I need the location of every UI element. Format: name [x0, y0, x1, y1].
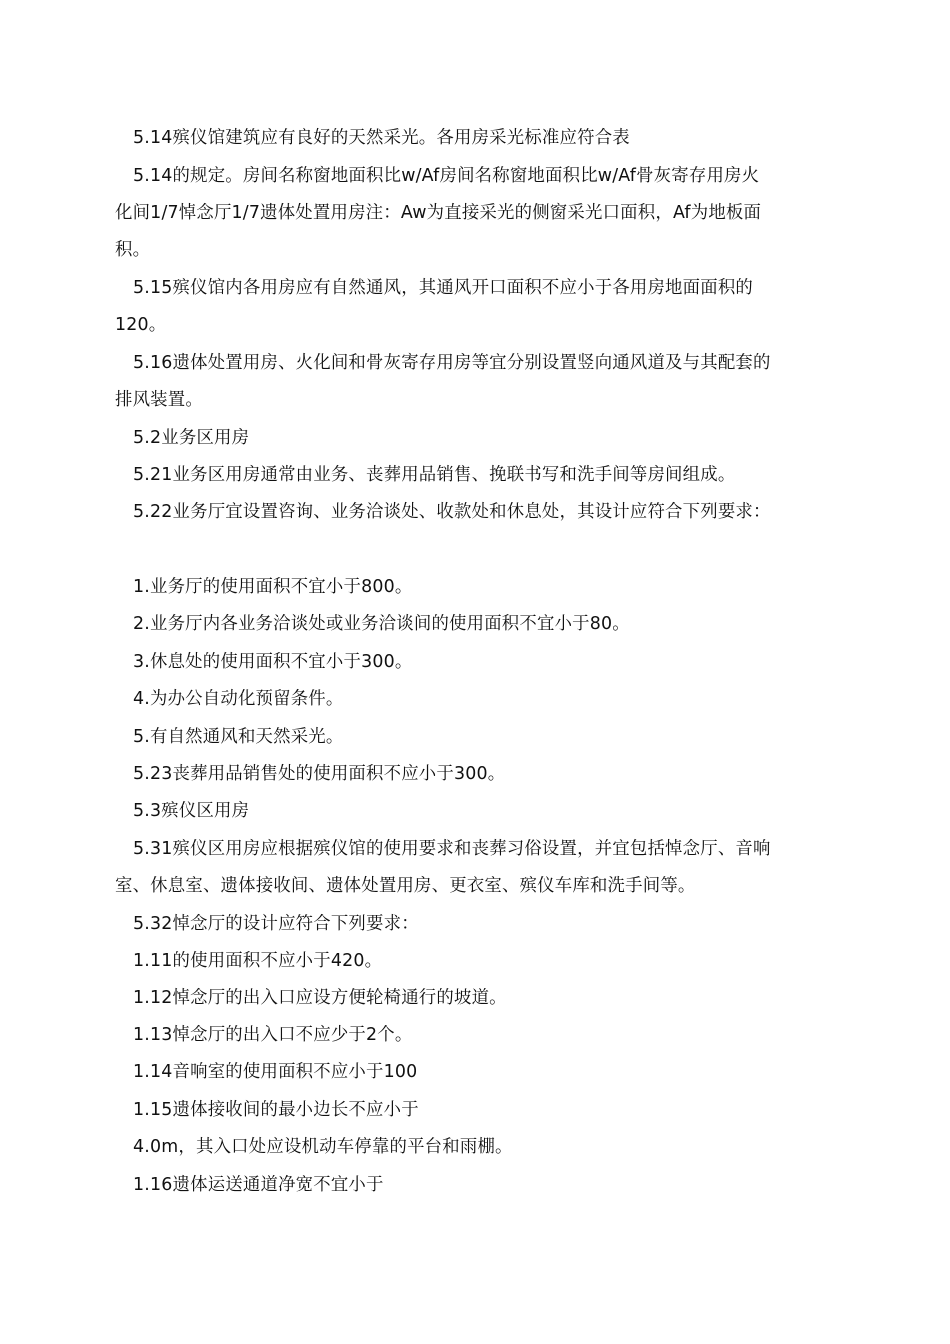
list-item: 1.11的使用面积不应小于420。	[133, 951, 383, 971]
text-line: 化间1/7悼念厅1/7遗体处置用房注：Aw为直接采光的侧窗采光口面积，Af为地板面	[115, 203, 762, 223]
list-item: 1.业务厅的使用面积不宜小于800。	[133, 577, 413, 597]
list-item: 1.16遗体运送通道净宽不宜小于	[133, 1175, 384, 1195]
list-item: 1.13悼念厅的出入口不应少于2个。	[133, 1025, 413, 1045]
list-item: 2.业务厅内各业务洽谈处或业务洽谈间的使用面积不宜小于80。	[133, 614, 630, 634]
text-line: 5.16遗体处置用房、火化间和骨灰寄存用房等宜分别设置竖向通风道及与其配套的	[133, 353, 771, 373]
list-item: 4.为办公自动化预留条件。	[133, 689, 344, 709]
list-item: 1.12悼念厅的出入口应设方便轮椅通行的坡道。	[133, 988, 507, 1008]
text-line: 室、休息室、遗体接收间、遗体处置用房、更衣室、殡仪车库和洗手间等。	[115, 876, 696, 896]
list-item: 4.0m，其入口处应设机动车停靠的平台和雨棚。	[133, 1137, 513, 1157]
text-line: 120。	[115, 315, 167, 335]
text-line: 5.15殡仪馆内各用房应有自然通风，其通风开口面积不应小于各用房地面面积的	[133, 278, 754, 298]
section-heading: 5.2业务区用房	[133, 428, 250, 448]
text-line: 5.14的规定。房间名称窗地面积比w/Af房间名称窗地面积比w/Af骨灰寄存用房火	[133, 166, 760, 186]
section-heading: 5.3殡仪区用房	[133, 801, 250, 821]
text-line: 5.21业务区用房通常由业务、丧葬用品销售、挽联书写和洗手间等房间组成。	[133, 465, 736, 485]
text-line: 积。	[115, 240, 151, 260]
text-line: 5.23丧葬用品销售处的使用面积不应小于300。	[133, 764, 506, 784]
text-line: 5.22业务厅宜设置咨询、业务洽谈处、收款处和休息处，其设计应符合下列要求：	[133, 502, 771, 522]
text-line: 5.32悼念厅的设计应符合下列要求：	[133, 914, 419, 934]
list-item: 3.休息处的使用面积不宜小于300。	[133, 652, 413, 672]
text-line: 5.31殡仪区用房应根据殡仪馆的使用要求和丧葬习俗设置，并宜包括悼念厅、音响	[133, 839, 771, 859]
list-item: 5.有自然通风和天然采光。	[133, 727, 344, 747]
list-item: 1.14音响室的使用面积不应小于100	[133, 1062, 418, 1082]
text-line: 5.14殡仪馆建筑应有良好的天然采光。各用房采光标准应符合表	[133, 128, 630, 148]
list-item: 1.15遗体接收间的最小边长不应小于	[133, 1100, 419, 1120]
text-line: 排风装置。	[115, 390, 203, 410]
